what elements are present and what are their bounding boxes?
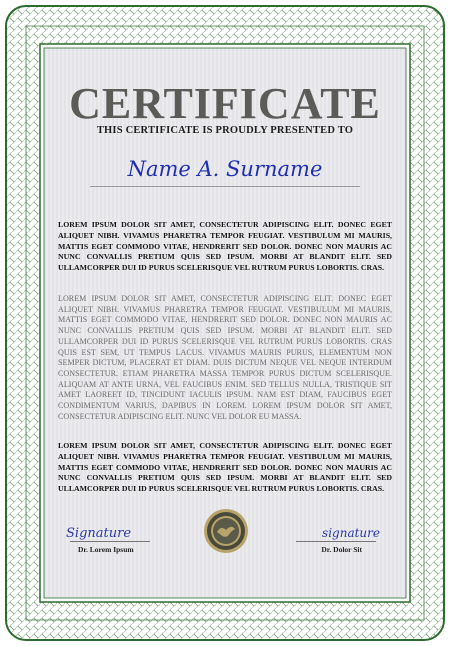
certificate-subtitle: THIS CERTIFICATE IS PROUDLY PRESENTED TO — [96, 125, 354, 136]
paragraph-bottom: LOREM IPSUM DOLOR SIT AMET, CONSECTETUR ADIPISCING ELIT. DONEC EGET ALIQUET NIBH. VIVAMUS PHARETRA TEMPOR FEUGIAT. VESTIBULUM MI MAURIS, MATTIS EGET COMMODO VITAE, HENDRERIT SED DOLOR. DONEC NON MAURIS AC NUNC CONVALLIS PRETIUM QUIS SED IPSUM. MORBI AT BLANDIT ELIT. SED ULLAMCORPER DUI ID PURUS SCELERISQUE VEL RUTRUM PURUS LOBORTIS. CRAS. — [58, 441, 392, 494]
paragraph-middle: LOREM IPSUM DOLOR SIT AMET, CONSECTETUR ADIPISCING ELIT. DONEC EGET ALIQUET NIBH. VIVAMUS PHARETRA TEMPOR FEUGIAT. VESTIBULUM MI MAURIS, MATTIS EGET COMMODO VITAE, HENDRERIT SED DOLOR. DONEC NON MAURIS AC NUNC CONVALLIS PRETIUM QUIS SED IPSUM. MORBI AT BLANDIT ELIT. SED ULLAMCORPER DUI ID PURUS SCELERISQUE VEL RUTRUM PURUS LOBORTIS. CRAS QUIS EST SEM, UT TEMPUS LACUS. VIVAMUS MAURIS PURUS, ELEMENTUM NON SEMPER DICTUM, PLACERAT ET DIAM. DUIS DICTUM NEQUE VEL NEQUE INTERDUM CONSECTETUR. ETIAM PHARETRA MASSA TEMPOR PURUS DICTUM SCELERISQUE. ALIQUAM AT ANTE URNA, VEL FAUCIBUS ENIM. SED TELLUS NULLA, TRISTIQUE SIT AMET LAOREET ID, TINCIDUNT IACULIS IPSUM. NAM EST DIAM, FAUCIBUS EGET CONDIMENTUM VARIUS, DAPIBUS IN LOREM. LOREM IPSUM DOLOR SIT AMET, CONSECTETUR ADIPISCING ELIT. NUNC VEL DOLOR EU MASSA. — [58, 294, 392, 421]
signature-right: signature — [322, 526, 380, 540]
signature-line-right — [296, 541, 376, 542]
name-underline — [90, 186, 360, 187]
signature-line-left — [70, 541, 150, 542]
signer-name-left: Dr. Lorem Ipsum — [78, 545, 134, 554]
seal-emblem — [203, 508, 249, 554]
certificate-body — [48, 52, 402, 594]
recipient-name: Name A. Surname — [127, 157, 323, 181]
paragraph-top: LOREM IPSUM DOLOR SIT AMET, CONSECTETUR ADIPISCING ELIT. DONEC EGET ALIQUET NIBH. VIVAMUS PHARETRA TEMPOR FEUGIAT. VESTIBULUM MI MAURIS, MATTIS EGET COMMODO VITAE, HENDRERIT SED DOLOR. DONEC NON MAURIS AC NUNC CONVALLIS PRETIUM QUIS SED IPSUM. MORBI AT BLANDIT ELIT. SED ULLAMCORPER DUI ID PURUS SCELERISQUE VEL RUTRUM PURUS LOBORTIS. CRAS. — [58, 220, 392, 273]
signature-left: Signature — [66, 526, 132, 541]
certificate-title: CERTIFICATE — [69, 79, 381, 128]
signer-name-right: Dr. Dolor Sit — [321, 545, 362, 554]
